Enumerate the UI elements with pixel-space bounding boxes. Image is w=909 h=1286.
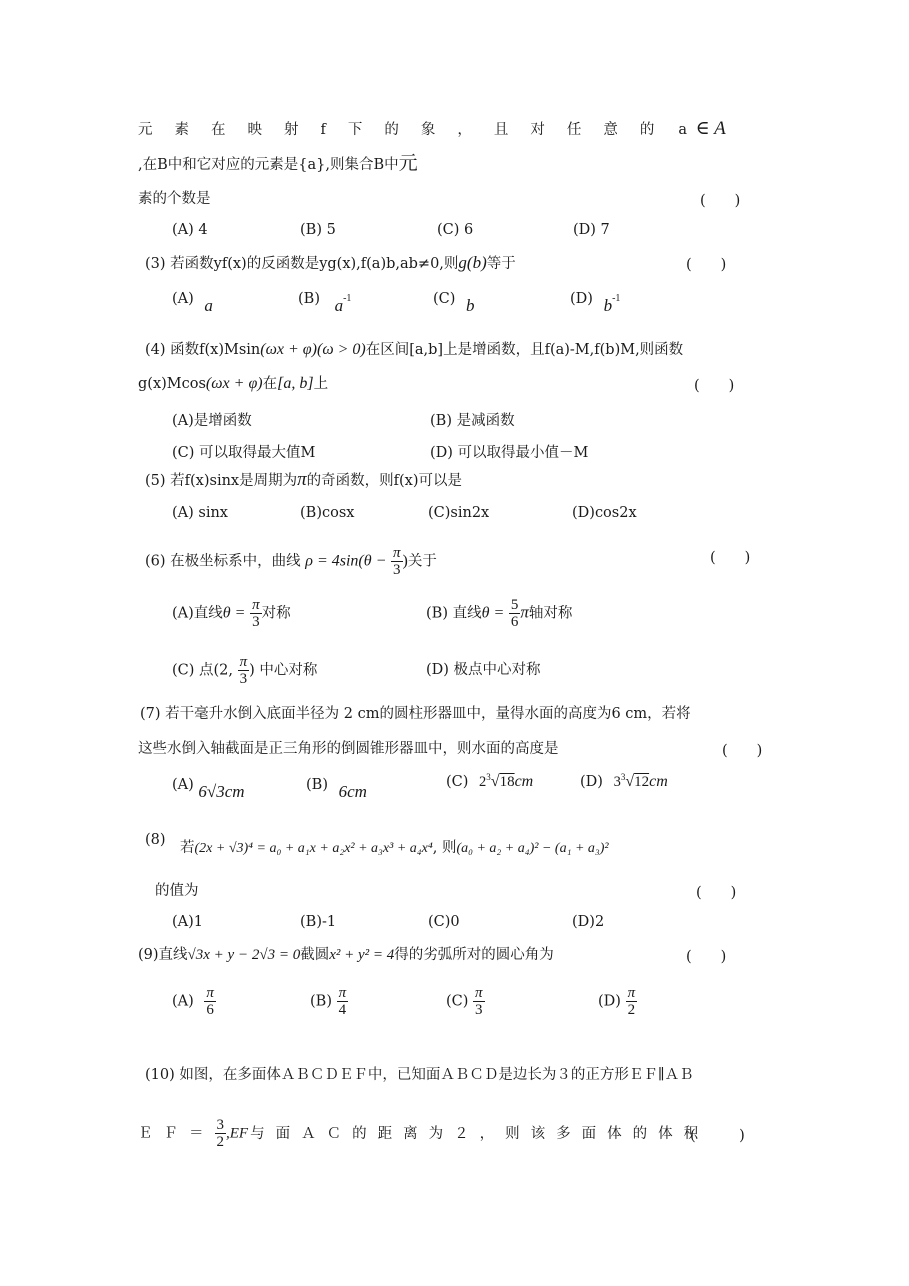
- q10-line1: (10) 如图，在多面体ＡＢＣＤＥＦ中，已知面ＡＢＣＤ是边长为３的正方形ＥＦ∥ＡＢ: [145, 1067, 694, 1083]
- q10-line2-tail: 与面ＡＣ的距离为２，则该多面体的体积: [250, 1125, 710, 1142]
- q4-text2c: 上: [313, 376, 329, 392]
- q6-option-c: [172, 654, 317, 687]
- q5-option-a: (A) sinx: [172, 505, 228, 521]
- q10-frac: [215, 1117, 227, 1150]
- q3-option-d-label: (D): [570, 291, 593, 307]
- q9-option-c-den: 3: [475, 1002, 483, 1018]
- q3-expr: g(b): [458, 253, 487, 272]
- q3-option-b: [298, 288, 352, 315]
- q6-option-b-pre: (B) 直线: [426, 605, 482, 622]
- q2-option-b: (B) 5: [300, 222, 336, 238]
- q9-expr2: x² + y² = 4: [329, 947, 395, 963]
- q6-tail: 关于: [407, 553, 437, 570]
- q7-option-a: [172, 774, 245, 801]
- q3-option-c-label: (C): [433, 291, 456, 307]
- q2-line2-text: ,在B中和它对应的元素是{a},则集合B中: [138, 157, 399, 173]
- q7-option-c-index: 3: [486, 772, 491, 782]
- q4-option-b: (B) 是减函数: [430, 413, 515, 429]
- q8-answer-paren: ( ): [696, 885, 737, 901]
- q7-option-d-index: 3: [620, 772, 626, 782]
- q6-option-b-frac: [509, 597, 521, 630]
- q6-option-a-var: θ =: [222, 604, 246, 622]
- q6-option-a-post: 对称: [261, 605, 291, 622]
- q5-text1: (5) 若f(x)sinx是周期为: [145, 473, 298, 489]
- q8-expr: (2x + √3)⁴ = a₀ + a₁x + a₂x² + a₃x³ + a₄x⁴: [194, 841, 433, 856]
- q5-option-b: (B)cosx: [300, 505, 355, 521]
- q3-text: (3) 若函数yf(x)的反函数是yg(x),f(a)b,ab≠0,则: [145, 256, 459, 272]
- q8-line2: 的值为: [155, 883, 199, 899]
- q9-option-c-label: (C): [446, 993, 469, 1010]
- q9-option-b-den: 4: [338, 1002, 347, 1018]
- q6-stem: [145, 545, 437, 578]
- q8-mid: , 则: [432, 840, 457, 856]
- q2-line1-tail: a: [678, 122, 688, 138]
- q9-option-b-num: π: [338, 985, 347, 1001]
- q7-option-c-coef: 2: [479, 773, 487, 790]
- q8-option-c: (C)0: [428, 914, 460, 930]
- q6-option-b-var: θ =: [481, 604, 505, 622]
- q10-answer-paren: ( ): [690, 1128, 745, 1144]
- q7-radical-icon: √: [490, 772, 500, 790]
- q4-answer-paren: ( ): [694, 378, 735, 394]
- q7-option-a-val: 6√3cm: [198, 782, 245, 801]
- q6-option-c-post: ) 中心对称: [249, 662, 318, 679]
- q3-stem: [145, 253, 516, 274]
- q3-option-d-sup: -1: [612, 293, 621, 305]
- q9-option-a-den: 6: [206, 1002, 214, 1018]
- q7-option-d-unit: cm: [649, 772, 668, 790]
- q9-option-c-frac: [473, 985, 485, 1018]
- q7-option-c-rad: 18: [499, 773, 515, 790]
- q6-option-c-num: π: [239, 654, 248, 670]
- q9-option-a: [172, 985, 216, 1018]
- q4-option-d: (D) 可以取得最小值－M: [430, 445, 589, 461]
- q6-option-b-num: 5: [510, 597, 519, 613]
- q10-frac-den: 2: [216, 1134, 224, 1150]
- q10-ef-var: ,EF: [226, 1125, 249, 1142]
- q7-option-d-coef: 3: [613, 773, 621, 790]
- q9-option-b-label: (B): [310, 993, 332, 1010]
- q7-option-d-rad: 12: [634, 773, 650, 790]
- q9-option-a-label: (A): [172, 993, 194, 1010]
- q2-option-a: (A) 4: [172, 222, 208, 238]
- q6-expr: ρ = 4sin(θ −: [305, 552, 387, 570]
- q10-ef: ＥＦ＝: [138, 1125, 215, 1142]
- q6-option-d: (D) 极点中心对称: [426, 662, 541, 678]
- q9-answer-paren: ( ): [686, 949, 727, 965]
- q8-option-a: (A)1: [172, 914, 204, 930]
- q5-option-d: (D)cos2x: [572, 505, 637, 521]
- q6-option-a-num: π: [252, 597, 260, 613]
- q10-frac-num: 3: [216, 1117, 224, 1133]
- q5-text2: 的奇函数，则f(x)可以是: [306, 473, 462, 489]
- q4-expr2: (ωx + φ): [205, 375, 263, 392]
- q6-frac-num: π: [393, 545, 401, 561]
- q8-stem: [180, 838, 609, 859]
- q9-option-c: [446, 985, 485, 1018]
- q3-option-a-label: (A): [172, 291, 194, 307]
- q6-option-b-pi: π: [520, 602, 529, 622]
- q5-pi: π: [297, 469, 307, 490]
- q7-option-b: [306, 774, 367, 801]
- q2-line2-tail: 元: [398, 152, 418, 174]
- q4-option-c: (C) 可以取得最大值M: [172, 445, 316, 461]
- q3-answer-paren: ( ): [686, 257, 727, 273]
- q7-option-c: [446, 772, 533, 791]
- q2-option-d: (D) 7: [573, 222, 610, 238]
- q3-option-b-sup: -1: [343, 293, 352, 305]
- q3-option-d: [570, 288, 621, 315]
- q3-option-b-label: (B): [298, 291, 320, 307]
- q6-option-b-post: 轴对称: [528, 605, 573, 622]
- q3-tail: 等于: [486, 256, 516, 272]
- q4-text2: g(x)Mcos: [138, 376, 206, 392]
- q8-option-b: (B)-1: [300, 914, 337, 930]
- q7-option-b-val: 6cm: [338, 782, 367, 801]
- q6-option-a: [172, 597, 291, 630]
- q9-option-d-den: 2: [627, 1002, 636, 1018]
- q4-text1b: 在区间[a,b]上是增函数，且f(a)-M,f(b)M,则函数: [365, 342, 684, 358]
- q4-expr2b: [a, b]: [277, 375, 314, 392]
- q9-option-d-num: π: [627, 985, 636, 1001]
- q7-line2: 这些水倒入轴截面是正三角形的倒圆锥形器皿中，则水面的高度是: [138, 741, 559, 757]
- q6-option-c-frac: [238, 654, 250, 687]
- q6-expr-end: ): [402, 552, 408, 570]
- q9-mid: 截圆: [300, 947, 330, 963]
- q5-stem: [145, 470, 462, 491]
- q6-text1: (6) 在极坐标系中，曲线: [145, 553, 301, 570]
- q6-option-b: [426, 597, 572, 630]
- q2-line2: [138, 153, 418, 175]
- q6-option-b-den: 6: [510, 614, 519, 630]
- q9-tail: 得的劣弧所对的圆心角为: [394, 947, 554, 963]
- q4-text1: (4) 函数f(x)Msin: [145, 342, 261, 358]
- q6-option-a-pre: (A)直线: [172, 605, 223, 622]
- q9-label: (9)直线: [138, 947, 188, 963]
- q4-expr1: (ωx + φ)(ω > 0): [260, 341, 366, 358]
- q4-text2b: 在: [262, 376, 278, 392]
- q9-option-a-num: π: [206, 985, 214, 1001]
- q2-line3: 素的个数是: [138, 191, 211, 207]
- q2-option-c: (C) 6: [437, 222, 474, 238]
- q8-expr2: (a₀ + a₂ + a₄)² − (a₁ + a₃)²: [456, 841, 609, 856]
- q3-option-d-val: b: [603, 296, 613, 315]
- q2-line1-text: 元素在映射f下的象，且对任意的: [138, 122, 677, 138]
- q8-option-d: (D)2: [572, 914, 605, 930]
- q6-frac: [391, 545, 403, 578]
- q3-option-c-val: b: [466, 296, 475, 315]
- q3-option-b-val: a: [334, 296, 344, 315]
- q3-option-c: [433, 288, 475, 315]
- q9-option-b: [310, 985, 348, 1018]
- q9-option-a-frac: [204, 985, 216, 1018]
- q8-pre: 若: [180, 840, 195, 856]
- q3-option-a-val: a: [204, 296, 213, 315]
- q7-line1: (7) 若干毫升水倒入底面半径为 2 cm的圆柱形器皿中，量得水面的高度为6 cm，若将: [140, 706, 691, 722]
- q9-option-d-frac: [626, 985, 638, 1018]
- q7-option-c-unit: cm: [514, 772, 534, 790]
- q10-line2: [138, 1117, 709, 1150]
- q2-answer-paren: ( ): [700, 193, 741, 209]
- q9-option-b-frac: [337, 985, 349, 1018]
- q7-answer-paren: ( ): [722, 743, 763, 759]
- q6-answer-paren: ( ): [710, 550, 751, 566]
- q9-option-c-num: π: [475, 985, 483, 1001]
- q6-frac-den: 3: [393, 562, 401, 578]
- q6-option-c-pre: (C) 点(2,: [172, 662, 234, 679]
- q9-option-d-label: (D): [598, 993, 621, 1010]
- q6-option-a-frac: [250, 597, 262, 630]
- q7-option-d: [580, 772, 668, 791]
- q8-label: (8): [145, 832, 166, 848]
- q9-option-d: [598, 985, 637, 1018]
- q7-radical-icon: √: [625, 772, 635, 790]
- q6-option-a-den: 3: [252, 614, 260, 630]
- q4-option-a: (A)是增函数: [172, 413, 252, 429]
- q2-line1: [138, 119, 726, 140]
- q4-line2: [138, 374, 328, 394]
- q4-line1: [145, 340, 683, 360]
- q7-option-b-label: (B): [306, 777, 328, 793]
- q7-option-c-label: (C): [446, 773, 469, 790]
- q2-line1-set: ∈ A: [695, 118, 726, 139]
- q5-option-c: (C)sin2x: [428, 505, 490, 521]
- q6-option-c-den: 3: [239, 671, 248, 687]
- q3-option-a: [172, 288, 213, 315]
- q7-option-a-label: (A): [172, 777, 194, 793]
- q9-stem: [138, 945, 554, 965]
- q7-option-d-label: (D): [580, 773, 603, 790]
- q9-expr: √3x + y − 2√3 = 0: [187, 947, 301, 963]
